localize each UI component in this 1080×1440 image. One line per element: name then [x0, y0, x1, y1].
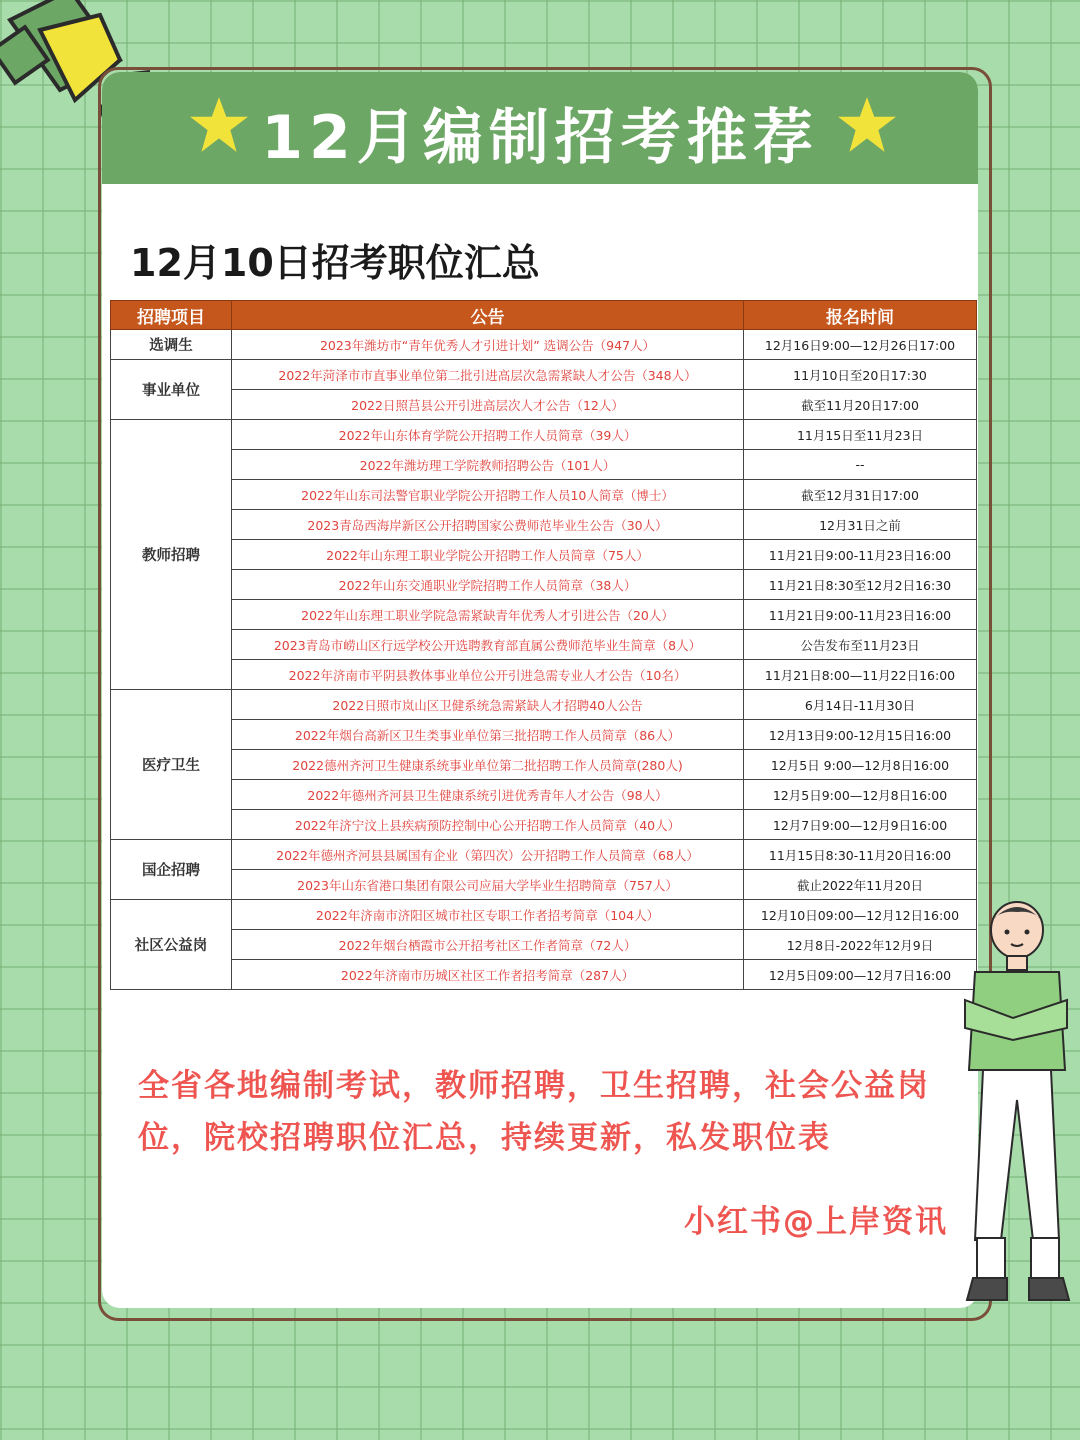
- table-row: [111, 330, 977, 360]
- category-cell: 医疗卫生: [111, 690, 232, 840]
- table-row: [111, 780, 977, 810]
- table-row: [111, 750, 977, 780]
- notice-link[interactable]: 2022年山东交通职业学院招聘工作人员简章（38人）: [232, 570, 744, 600]
- table-row: [111, 660, 977, 690]
- registration-time: 截至11月20日17:00: [744, 390, 977, 420]
- header-band: [102, 72, 978, 184]
- category-cell: 事业单位: [111, 360, 232, 420]
- notice-link[interactable]: 2023年山东省港口集团有限公司应届大学毕业生招聘简章（757人）: [232, 870, 744, 900]
- category-cell: 选调生: [111, 330, 232, 360]
- registration-time: 12月31日之前: [744, 510, 977, 540]
- notice-link[interactable]: 2023年潍坊市“青年优秀人才引进计划” 选调公告（947人）: [232, 330, 744, 360]
- category-cell: 国企招聘: [111, 840, 232, 900]
- table-row: [111, 510, 977, 540]
- notice-link[interactable]: 2022年济南市历城区社区工作者招考简章（287人）: [232, 960, 744, 990]
- notice-link[interactable]: 2022年山东理工职业学院公开招聘工作人员简章（75人）: [232, 540, 744, 570]
- notice-link[interactable]: 2022年德州齐河县县属国有企业（第四次）公开招聘工作人员简章（68人）: [232, 840, 744, 870]
- notice-link[interactable]: 2022年济南市济阳区城市社区专职工作者招考简章（104人）: [232, 900, 744, 930]
- footer-text: 全省各地编制考试，教师招聘，卫生招聘，社会公益岗位，院校招聘职位汇总，持续更新，私发职位表: [138, 1068, 930, 1156]
- table-row: [111, 810, 977, 840]
- table-row: [111, 960, 977, 990]
- table-row: [111, 900, 977, 930]
- column-header: 公告: [232, 301, 744, 330]
- registration-time: 12月8日-2022年12月9日: [744, 930, 977, 960]
- registration-time: 12月7日9:00—12月9日16:00: [744, 810, 977, 840]
- column-header: 招聘项目: [111, 301, 232, 330]
- registration-time: 12月5日9:00—12月8日16:00: [744, 780, 977, 810]
- recruitment-table: [110, 300, 977, 990]
- registration-time: 11月21日9:00-11月23日16:00: [744, 540, 977, 570]
- table-row: [111, 420, 977, 450]
- page-title: 12月编制招考推荐: [261, 103, 819, 173]
- registration-time: 11月15日至11月23日: [744, 420, 977, 450]
- table-header-row: [111, 301, 977, 330]
- notice-link[interactable]: 2022年山东理工职业学院急需紧缺青年优秀人才引进公告（20人）: [232, 600, 744, 630]
- character-illustration: [955, 900, 1080, 1320]
- registration-time: 6月14日-11月30日: [744, 690, 977, 720]
- registration-time: 11月10日至20日17:30: [744, 360, 977, 390]
- notice-link[interactable]: 2023青岛西海岸新区公开招聘国家公费师范毕业生公告（30人）: [232, 510, 744, 540]
- notice-link[interactable]: 2022年烟台栖霞市公开招考社区工作者简章（72人）: [232, 930, 744, 960]
- notice-link[interactable]: 2022年山东司法警官职业学院公开招聘工作人员10人简章（博士）: [232, 480, 744, 510]
- table-row: [111, 630, 977, 660]
- table-row: [111, 480, 977, 510]
- column-header: 报名时间: [744, 301, 977, 330]
- table-row: [111, 690, 977, 720]
- registration-time: 11月21日8:30至12月2日16:30: [744, 570, 977, 600]
- registration-time: 公告发布至11月23日: [744, 630, 977, 660]
- registration-time: 12月16日9:00—12月26日17:00: [744, 330, 977, 360]
- notice-link[interactable]: 2022年潍坊理工学院教师招聘公告（101人）: [232, 450, 744, 480]
- table-row: [111, 870, 977, 900]
- section-subtitle: 12月10日招考职位汇总: [130, 241, 540, 285]
- signature: 小红书@上岸资讯: [684, 1204, 948, 1240]
- registration-time: 12月5日09:00—12月7日16:00: [744, 960, 977, 990]
- category-cell: 社区公益岗: [111, 900, 232, 990]
- content-card: [102, 72, 978, 1308]
- notice-link[interactable]: 2023青岛市崂山区行远学校公开选聘教育部直属公费师范毕业生简章（8人）: [232, 630, 744, 660]
- table-row: [111, 360, 977, 390]
- notice-link[interactable]: 2022日照莒县公开引进高层次人才公告（12人）: [232, 390, 744, 420]
- notice-link[interactable]: 2022年济南市平阴县教体事业单位公开引进急需专业人才公告（10名）: [232, 660, 744, 690]
- table-row: [111, 540, 977, 570]
- registration-time: 12月5日 9:00—12月8日16:00: [744, 750, 977, 780]
- table-row: [111, 720, 977, 750]
- table-row: [111, 600, 977, 630]
- registration-time: 12月10日09:00—12月12日16:00: [744, 900, 977, 930]
- table-row: [111, 840, 977, 870]
- table-row: [111, 390, 977, 420]
- notice-link[interactable]: 2022年山东体育学院公开招聘工作人员简章（39人）: [232, 420, 744, 450]
- table-row: [111, 570, 977, 600]
- notice-link[interactable]: 2022德州齐河卫生健康系统事业单位第二批招聘工作人员简章(280人): [232, 750, 744, 780]
- registration-time: 11月21日8:00—11月22日16:00: [744, 660, 977, 690]
- notice-link[interactable]: 2022年菏泽市市直事业单位第二批引进高层次急需紧缺人才公告（348人）: [232, 360, 744, 390]
- notice-link[interactable]: 2022年烟台高新区卫生类事业单位第三批招聘工作人员简章（86人）: [232, 720, 744, 750]
- table-row: [111, 930, 977, 960]
- registration-time: --: [744, 450, 977, 480]
- registration-time: 截止2022年11月20日: [744, 870, 977, 900]
- registration-time: 12月13日9:00-12月15日16:00: [744, 720, 977, 750]
- registration-time: 11月15日8:30-11月20日16:00: [744, 840, 977, 870]
- table-row: [111, 450, 977, 480]
- notice-link[interactable]: 2022年济宁汶上县疾病预防控制中心公开招聘工作人员简章（40人）: [232, 810, 744, 840]
- registration-time: 截至12月31日17:00: [744, 480, 977, 510]
- category-cell: 教师招聘: [111, 420, 232, 690]
- star-icon: [836, 94, 898, 156]
- registration-time: 11月21日9:00-11月23日16:00: [744, 600, 977, 630]
- notice-link[interactable]: 2022年德州齐河县卫生健康系统引进优秀青年人才公告（98人）: [232, 780, 744, 810]
- notice-link[interactable]: 2022日照市岚山区卫健系统急需紧缺人才招聘40人公告: [232, 690, 744, 720]
